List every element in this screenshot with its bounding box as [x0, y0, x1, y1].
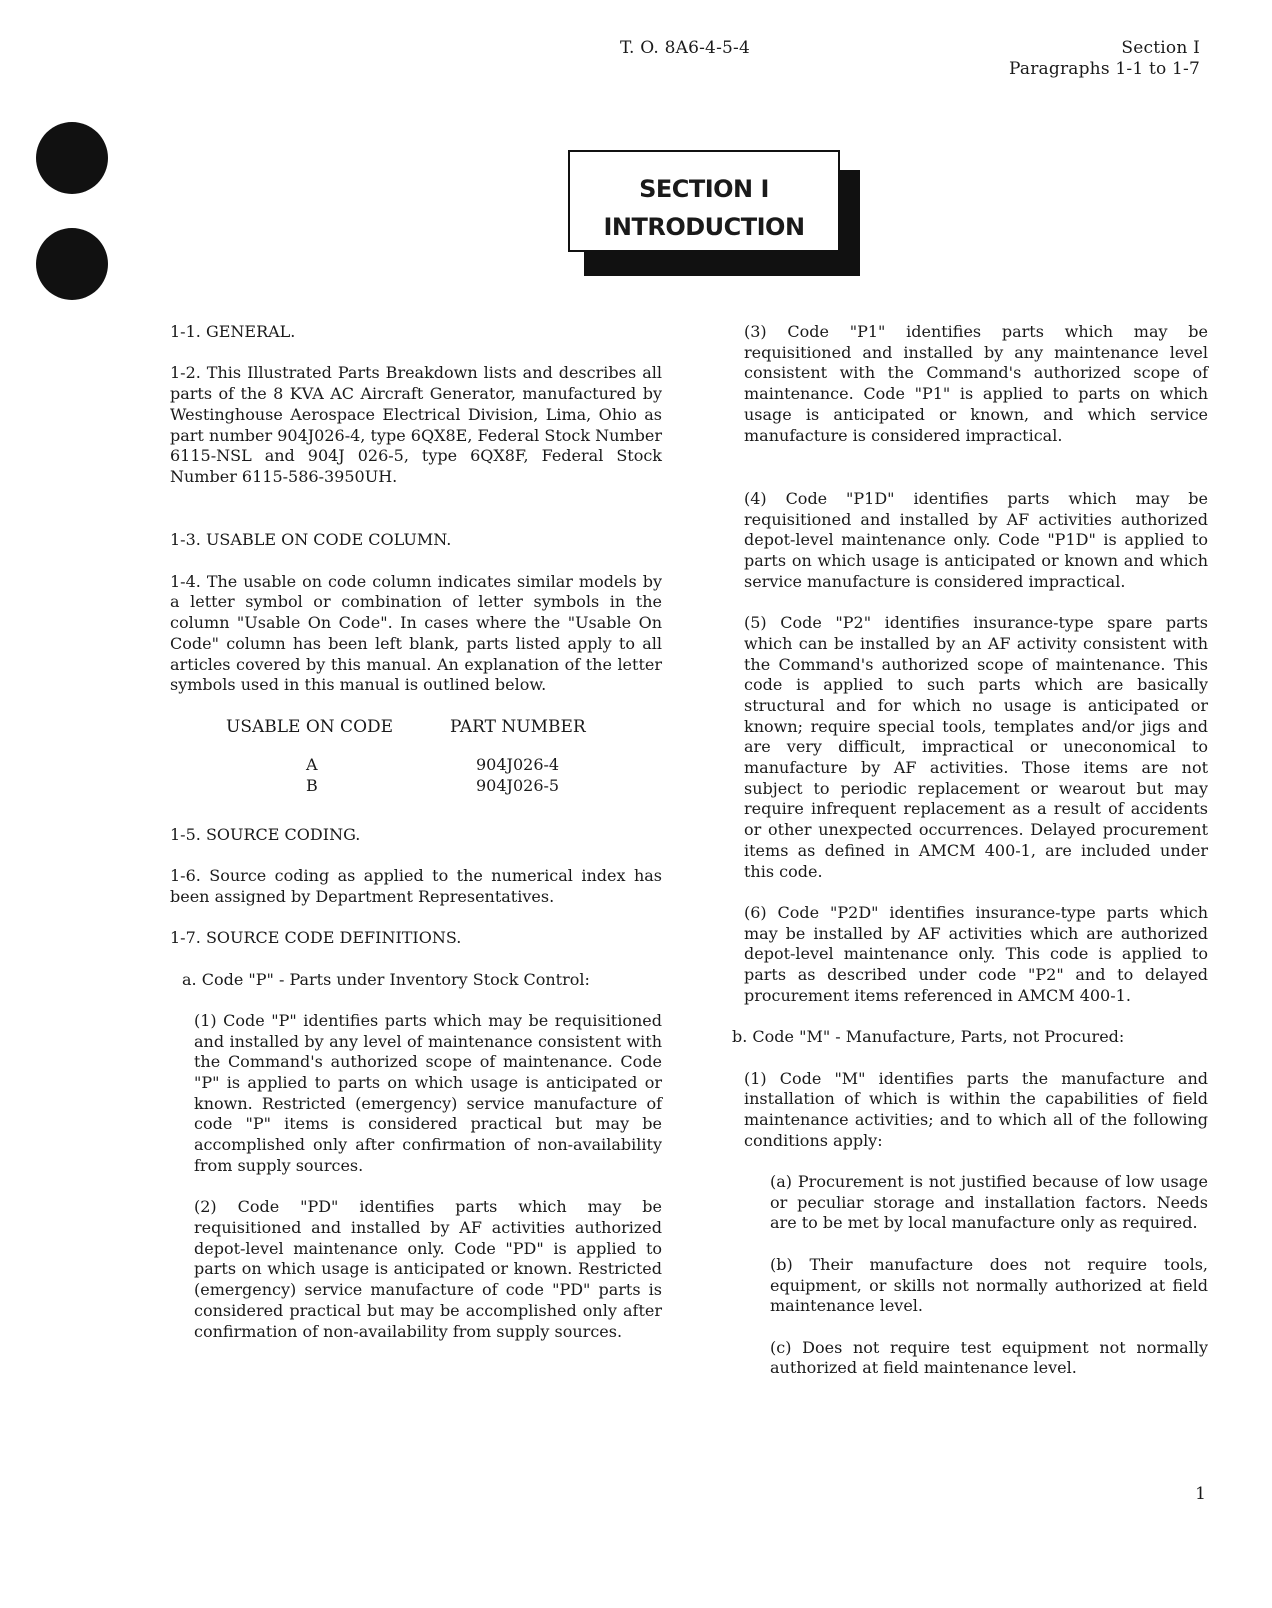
binder-hole-top	[36, 122, 108, 194]
table-row	[226, 755, 586, 776]
section-label: Section I	[1121, 38, 1200, 58]
section-reference	[1009, 38, 1200, 80]
paragraph-code-m-1: (1) Code "M" identifies parts the manufacture and installation of which is within the capabilities of field maintenance activities; and to which all of the following conditions apply:	[744, 1068, 1208, 1150]
right-column	[732, 322, 1208, 1400]
paragraphs-label: Paragraphs 1-1 to 1-7	[1008, 59, 1200, 79]
section-title-box	[568, 150, 840, 252]
column-header-part-number: PART NUMBER	[450, 716, 586, 737]
paragraph-1-4: 1-4. The usable on code column indicates similar models by a letter symbol or combination of letter symbols in the column "Usable On Code". In cases where the "Usable On Code" column has been left blank, parts listed apply to all articles covered by this manual. An explanation of the letter symbols used in this manual is outlined below.	[170, 571, 662, 695]
table-row	[226, 776, 586, 797]
heading-source-coding: 1-5. SOURCE CODING.	[170, 824, 361, 844]
paragraph-code-p: a. Code "P" - Parts under Inventory Stock Control:	[182, 969, 590, 989]
paragraph-1-2: 1-2. This Illustrated Parts Breakdown lists and describes all parts of the 8 KVA AC Aircraft Generator, manufactured by Westinghouse Aerospace Electrical Division, Lima, Ohio as part number 904J026-4, type 6QX8E, Federal Stock Number 6115-NSL and 904J 026-5, type 6QX8F, Federal Stock Number 6115-586-3950UH.	[170, 363, 662, 486]
paragraph-code-m-1a: (a) Procurement is not justified because of low usage or peculiar storage and installation factors. Needs are to be met by local manufacture only as required.	[770, 1172, 1208, 1233]
part-number-cell: 904J026-5	[476, 776, 560, 795]
paragraph-code-p1-3: (3) Code "P1" identifies parts which may be requisitioned and installed by any maintenance level consistent with the Command's authorized scope of maintenance. Code "P1" is applied to parts on which usage is anticipated or known, and which service manufacture is considered impractical.	[744, 322, 1208, 445]
paragraph-code-pd-2: (2) Code "PD" identifies parts which may be requisitioned and installed by AF activities authorized depot-level maintenance only. Code "PD" is applied to parts on which usage is anticipated or known. Restricted (emergency) service manufacture of code "PD" parts is considered practical but may be accomplished only after confirmation of non-availability from supply sources.	[194, 1197, 662, 1341]
binder-hole-middle	[36, 228, 108, 300]
paragraph-code-p2d-6: (6) Code "P2D" identifies insurance-type parts which may be installed by AF activities which are authorized depot-level maintenance only. This code is applied to parts as described under code "P2" and to delayed procurement items referenced in AMCM 400-1.	[744, 902, 1208, 1005]
spacer	[744, 467, 1208, 489]
paragraph-code-m: b. Code "M" - Manufacture, Parts, not Procured:	[732, 1027, 1125, 1047]
heading-source-code-definitions: 1-7. SOURCE CODE DEFINITIONS.	[170, 928, 462, 948]
spacer	[170, 508, 662, 530]
paragraph-code-p-1: (1) Code "P" identifies parts which may be requisitioned and installed by any level of maintenance consistent with the Command's authorized scope of maintenance. Code "P" is applied to parts on which usage is anticipated or known. Restricted (emergency) service manufacture of code "P" items is considered practical but may be accomplished only after confirmation of non-availability from supply sources.	[194, 1010, 662, 1175]
code-cell: B	[306, 776, 318, 795]
section-subtitle: INTRODUCTION	[603, 213, 805, 241]
heading-usable-on-code: 1-3. USABLE ON CODE COLUMN.	[170, 530, 452, 550]
code-cell: A	[306, 755, 318, 775]
table-header-row	[226, 717, 586, 756]
paragraph-code-m-1b: (b) Their manufacture does not require tools, equipment, or skills not normally authorized at field maintenance level.	[770, 1254, 1208, 1316]
page-number: 1	[1195, 1484, 1206, 1504]
paragraph-code-p1d-4: (4) Code "P1D" identifies parts which may be requisitioned and installed by AF activities authorized depot-level maintenance only. Code "P1D" is applied to parts on which usage is anticipated or known and which service manufacture is considered impractical.	[744, 488, 1208, 591]
part-number-cell: 904J026-4	[476, 755, 560, 775]
paragraph-code-p2-5: (5) Code "P2" identifies insurance-type spare parts which can be installed by an AF activity consistent with the Command's authorized scope of maintenance. This code is applied to such parts which are basically structural and for which no usage is anticipated or known; require special tools, templates and/or jigs and are very difficult, impractical or uneconomical to manufacture by AF activities. Those items are not subject to periodic replacement or wearout but may require infrequent replacement as a result of accidents or other unexpected occurrences. Delayed procurement items as defined in AMCM 400-1, are included under this code.	[744, 613, 1208, 881]
paragraph-1-6: 1-6. Source coding as applied to the numerical index has been assigned by Department Representatives.	[170, 866, 662, 906]
document-number: T. O. 8A6-4-5-4	[620, 38, 750, 58]
usable-on-code-table	[226, 717, 586, 797]
left-column	[170, 322, 662, 1363]
heading-general: 1-1. GENERAL.	[170, 322, 296, 341]
column-header-usable-on-code: USABLE ON CODE	[226, 716, 394, 737]
section-title: SECTION I	[639, 175, 769, 203]
paragraph-code-m-1c: (c) Does not require test equipment not normally authorized at field maintenance level.	[770, 1337, 1208, 1378]
